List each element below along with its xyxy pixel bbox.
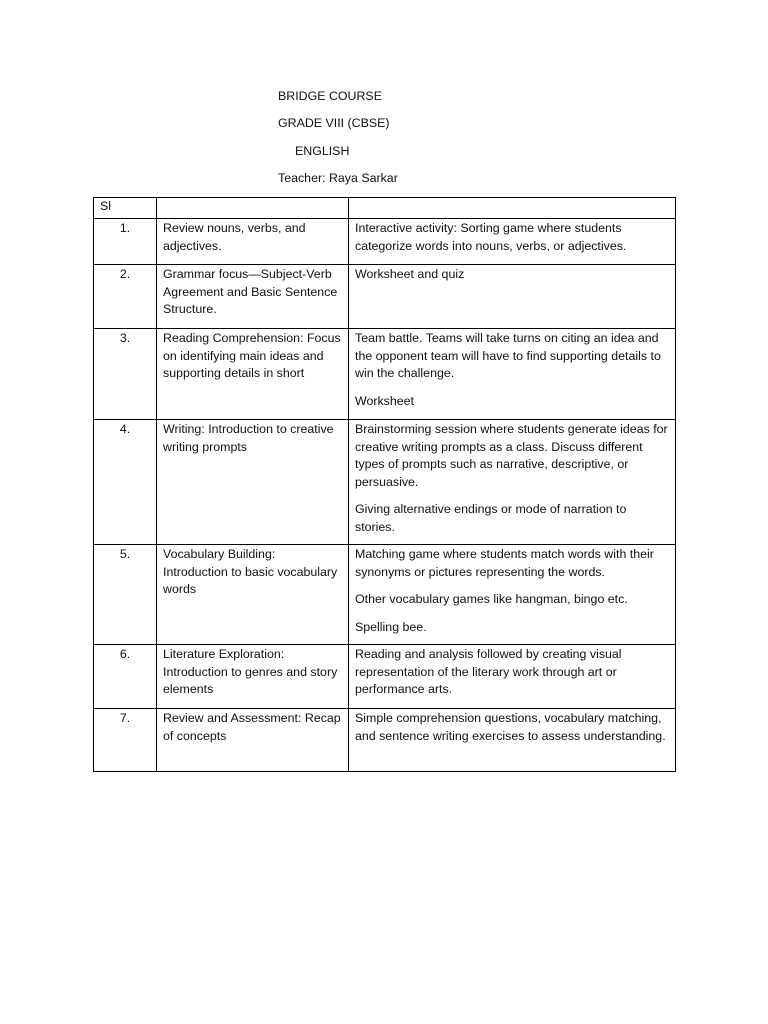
topic-cell: Literature Exploration: Introduction to genres and story elements <box>157 645 349 709</box>
header-cell-sl: Sl <box>94 198 157 219</box>
activity-text: Giving alternative endings or mode of narration to stories. <box>355 502 627 534</box>
table-row <box>94 219 676 265</box>
row-number: 2. <box>94 265 157 329</box>
row-number: 5. <box>94 545 157 645</box>
topic-cell: Review and Assessment: Recap of concepts <box>157 709 349 772</box>
activity-cell <box>349 265 676 329</box>
activity-text: Team battle. Teams will take turns on citing an idea and the opponent team will have to find supporting details to win the challenge. <box>355 331 661 380</box>
row-number: 1. <box>94 219 157 265</box>
activity-text: Worksheet and quiz <box>355 267 465 281</box>
topic-cell: Review nouns, verbs, and adjectives. <box>157 219 349 265</box>
table-row <box>94 645 676 709</box>
topic-cell: Vocabulary Building: Introduction to basic vocabulary words <box>157 545 349 645</box>
activity-cell <box>349 709 676 772</box>
activity-text: Matching game where students match words with their synonyms or pictures representing the words. <box>355 547 654 579</box>
document-title: BRIDGE COURSE <box>278 89 382 103</box>
table-row <box>94 329 676 420</box>
subject-label: ENGLISH <box>295 144 350 158</box>
activity-cell <box>349 420 676 545</box>
activity-text: Interactive activity: Sorting game where students categorize words into nouns, verbs, or adjectives. <box>355 221 627 253</box>
row-number: 7. <box>94 709 157 772</box>
activity-cell <box>349 219 676 265</box>
table-row <box>94 545 676 645</box>
teacher-label: Teacher: Raya Sarkar <box>278 171 398 185</box>
table-header-row <box>94 198 676 219</box>
activity-cell <box>349 329 676 420</box>
topic-cell: Grammar focus—Subject-Verb Agreement and Basic Sentence Structure. <box>157 265 349 329</box>
activity-text: Brainstorming session where students generate ideas for creative writing prompts as a class. Discuss different types of prompts such as narrative, descriptive, or persuasive. <box>355 422 668 489</box>
table-row <box>94 265 676 329</box>
row-number: 6. <box>94 645 157 709</box>
activity-cell <box>349 545 676 645</box>
lesson-plan-table <box>93 197 676 772</box>
table-row <box>94 709 676 772</box>
table-row <box>94 420 676 545</box>
grade-label: GRADE VIII (CBSE) <box>278 116 390 130</box>
activity-text: Spelling bee. <box>355 619 427 634</box>
row-number: 3. <box>94 329 157 420</box>
activity-text: Other vocabulary games like hangman, bingo etc. <box>355 592 628 606</box>
activity-text: Simple comprehension questions, vocabulary matching, and sentence writing exercises to assess understanding. <box>355 711 666 743</box>
topic-cell: Writing: Introduction to creative writing prompts <box>157 420 349 545</box>
topic-cell: Reading Comprehension: Focus on identifying main ideas and supporting details in short <box>157 329 349 420</box>
header-cell-activity <box>349 198 676 219</box>
activity-text: Worksheet <box>355 393 414 408</box>
activity-cell <box>349 645 676 709</box>
activity-text: Reading and analysis followed by creating visual representation of the literary work through art or performance arts. <box>355 647 622 696</box>
row-number: 4. <box>94 420 157 545</box>
header-cell-topic <box>157 198 349 219</box>
